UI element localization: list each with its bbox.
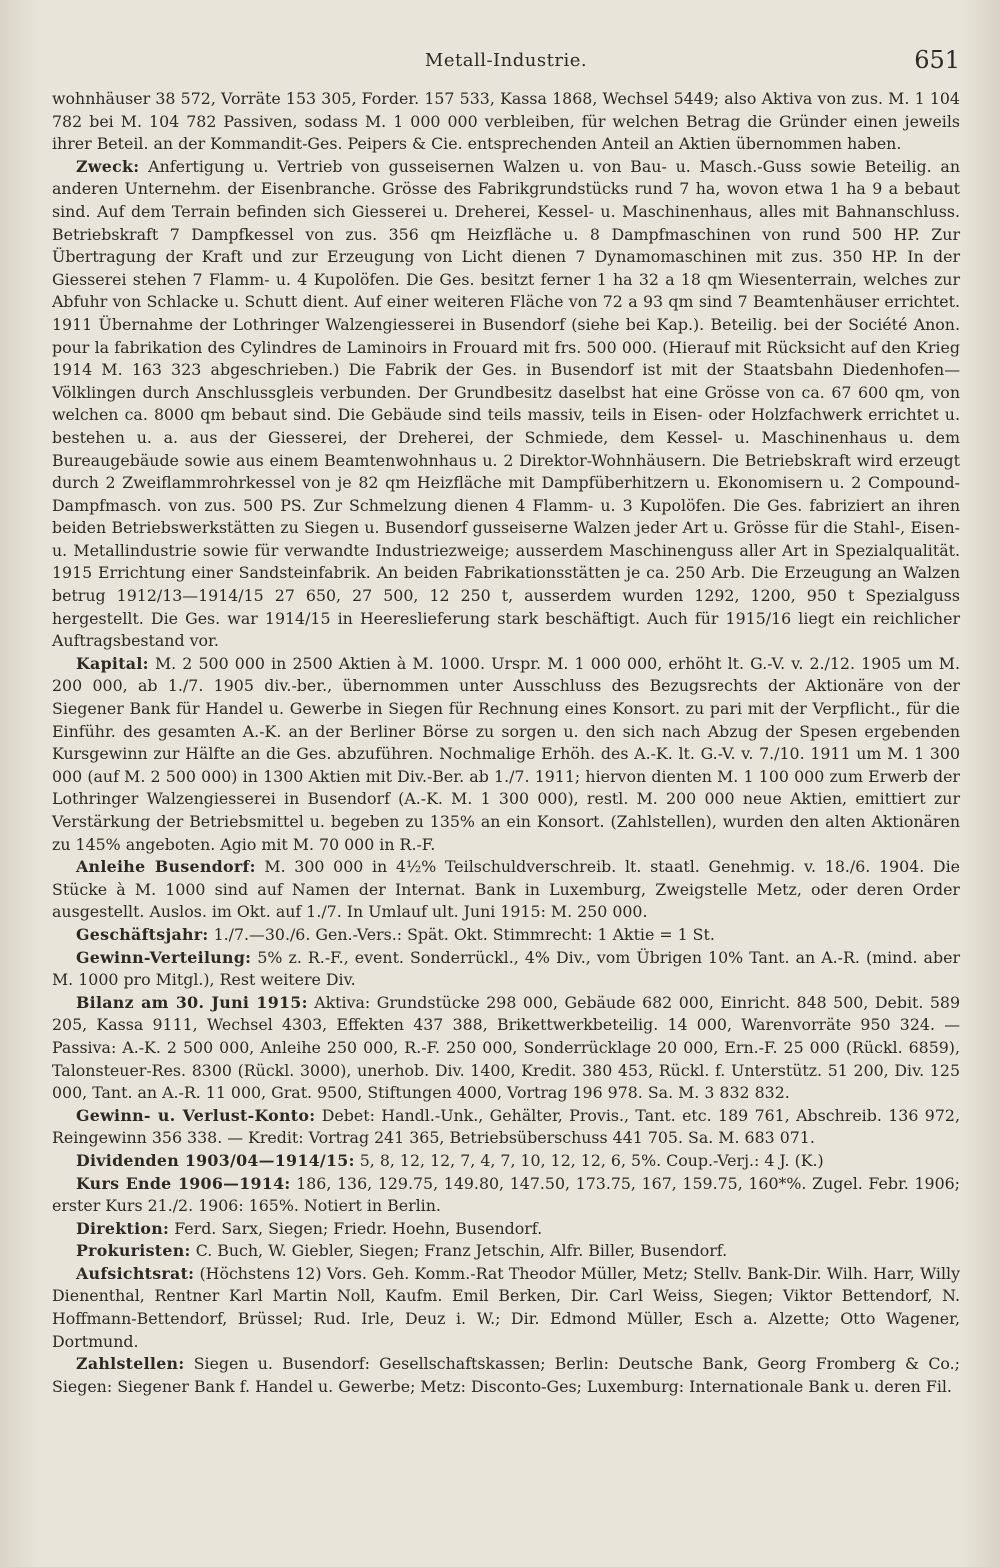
paragraph-anleihe — [52, 856, 960, 924]
paragraph-prokuristen — [52, 1240, 960, 1263]
paragraph-text: (Höchstens 12) Vors. Geh. Komm.-Rat Theodor Müller, Metz; Stellv. Bank-Dir. Wilh. Harr, Willy Dienenthal, Rentner Karl Martin Noll, Kaufm. Emil Berken, Dir. Carl Weiss, Siegen; Viktor Bettendorf, N. Hoffmann-Bettendorf, Brüssel; Rud. Irle, Deuz i. W.; Dir. Edmond Müller, Esch a. Alzette; Otto Wagener, Dortmund. — [52, 1263, 960, 1351]
paragraph-lead: Dividenden 1903/04—1914/15: — [76, 1150, 355, 1170]
paragraph-text: wohnhäuser 38 572, Vorräte 153 305, Forder. 157 533, Kassa 1868, Wechsel 5449; also Aktiva von zus. M. 1 104 782 bei M. 104 782 Passiven, sodass M. 1 000 000 verbleiben, für welchen Betrag die Gründer einen jeweils ihrer Beteil. an der Kommandit-Ges. Peipers & Cie. entsprechenden Anteil an Aktien übernommen haben. — [52, 89, 960, 154]
paragraph-text: Siegen u. Busendorf: Gesellschaftskassen; Berlin: Deutsche Bank, Georg Fromberg & Co.; Siegen: Siegener Bank f. Handel u. Gewerbe; Metz: Disconto-Ges; Luxemburg: Internationale Bank u. deren Fil. — [52, 1354, 960, 1396]
paragraph-geschaeftsjahr — [52, 924, 960, 947]
paragraph-lead: Gewinn-Verteilung: — [76, 947, 252, 967]
paragraph-lead: Zahlstellen: — [76, 1354, 185, 1374]
paragraph-lead: Geschäftsjahr: — [76, 924, 209, 944]
paragraph-lead: Direktion: — [76, 1218, 170, 1238]
paragraph-zweck — [52, 156, 960, 653]
page-number: 651 — [914, 46, 960, 74]
paragraph-lead: Kurs Ende 1906—1914: — [76, 1173, 291, 1193]
paragraph-zahlstellen — [52, 1353, 960, 1398]
paragraph-text: 5, 8, 12, 12, 7, 4, 7, 10, 12, 12, 6, 5%. Coup.-Verj.: 4 J. (K.) — [359, 1150, 824, 1170]
paragraph-text: 5% z. R.-F., event. Sonderrückl., 4% Div., vom Übrigen 10% Tant. an A.-R. (mind. aber M. 1000 pro Mitgl.), Rest weitere Div. — [52, 947, 960, 990]
paragraph-text: Ferd. Sarx, Siegen; Friedr. Hoehn, Busendorf. — [174, 1218, 543, 1238]
paragraph-lead: Bilanz am 30. Juni 1915: — [76, 992, 308, 1012]
paragraph-text: Aktiva: Grundstücke 298 000, Gebäude 682 000, Einricht. 848 500, Debit. 589 205, Kassa 9111, Wechsel 4303, Effekten 437 388, Brikettwerkbeteilig. 14 000, Warenvorräte 950 324. — Passiva: A.-K. 2 500 000, Anleihe 250 000, R.-F. 250 000, Sonderrücklage 20 000, Ern.-F. 25 000 (Rückl. 6859), Talonsteuer-Res. 8300 (Rückl. 3000), unerhob. Div. 1400, Kredit. 380 453, Rückl. f. Unterstütz. 51 200, Div. 125 000, Tant. an A.-R. 11 000, Grat. 9500, Stiftungen 4000, Vortrag 196 978. Sa. M. 3 832 832. — [52, 992, 960, 1103]
paragraph-gewinn-verlust — [52, 1105, 960, 1150]
paragraph-text: Debet: Handl.-Unk., Gehälter, Provis., Tant. etc. 189 761, Abschreib. 136 972, Reingewinn 356 338. — Kredit: Vortrag 241 365, Betriebsüberschuss 441 705. Sa. M. 683 071. — [52, 1105, 960, 1148]
paragraph-text: C. Buch, W. Giebler, Siegen; Franz Jetschin, Alfr. Biller, Busendorf. — [195, 1241, 728, 1261]
body-text — [52, 88, 960, 1398]
running-title: Metall-Industrie. — [424, 50, 588, 71]
paragraph-lead: Kapital: — [76, 653, 149, 673]
page-header — [52, 44, 960, 88]
paragraph-direktion — [52, 1218, 960, 1241]
paragraph-text: 186, 136, 129.75, 149.80, 147.50, 173.75, 167, 159.75, 160*%. Zugel. Febr. 1906; erster Kurs 21./2. 1906: 165%. Notiert in Berlin. — [52, 1173, 960, 1216]
paragraph-text: Anfertigung u. Vertrieb von gusseisernen Walzen u. von Bau- u. Masch.-Guss sowie Beteilig. an anderen Unternehm. der Eisenbranche. Grösse des Fabrikgrundstücks rund 7 ha, wovon etwa 1 ha 9 a bebaut sind. Auf dem Terrain befinden sich Giesserei u. Dreherei, Kessel- u. Maschinenhaus, alles mit Bahnanschluss. Betriebskraft 7 Dampfkessel von zus. 356 qm Heizfläche u. 8 Dampfmaschinen von rund 500 HP. Zur Übertragung der Kraft und zur Erzeugung von Licht dienen 7 Dynamomaschinen mit zus. 350 HP. In der Giesserei stehen 7 Flamm- u. 4 Kupolöfen. Die Ges. besitzt ferner 1 ha 32 a 18 qm Wiesenterrain, welches zur Abfuhr von Schlacke u. Schutt dient. Auf einer weiteren Fläche von 72 a 93 qm sind 7 Beamtenhäuser errichtet. 1911 Übernahme der Lothringer Walzengiesserei in Busendorf (siehe bei Kap.). Beteilig. bei der Société Anon. pour la fabrikation des Cylindres de Laminoirs in Frouard mit frs. 500 000. (Hierauf mit Rücksicht auf den Krieg 1914 M. 163 323 abgeschrieben.) Die Fabrik der Ges. in Busendorf ist mit der Staatsbahn Diedenhofen—Völklingen durch Anschlussgleis verbunden. Der Grundbesitz daselbst hat eine Grösse von ca. 67 600 qm, von welchen ca. 8000 qm bebaut sind. Die Gebäude sind teils massiv, teils in Eisen- oder Holzfachwerk errichtet u. bestehen u. a. aus der Giesserei, der Dreherei, der Schmiede, dem Kessel- u. Maschinenhaus u. dem Bureaugebäude sowie aus einem Beamtenwohnhaus u. 2 Direktor-Wohnhäusern. Die Betriebskraft wird erzeugt durch 2 Zweiflammrohrkessel von je 82 qm Heizfläche mit Dampfüberhitzern u. Ekonomisern u. 2 Compound-Dampfmasch. von zus. 500 PS. Zur Schmelzung dienen 4 Flamm- u. 3 Kupolöfen. Die Ges. fabriziert an ihren beiden Betriebswerkstätten zu Siegen u. Busendorf gusseiserne Walzen jeder Art u. Grösse für die Stahl-, Eisen- u. Metallindustrie sowie für verwandte Industriezweige; ausserdem Maschinenguss aller Art in Spezialqualität. 1915 Errichtung einer Sandsteinfabrik. An beiden Fabrikationsstätten je ca. 250 Arb. Die Erzeugung an Walzen betrug 1912/13—1914/15 27 650, 27 500, 12 250 t, ausserdem wurden 1292, 1200, 950 t Spezialguss hergestellt. Die Ges. war 1914/15 in Heereslieferung stark beschäftigt. Auch für 1915/16 liegt ein reichlicher Auftragsbestand vor. — [52, 156, 960, 651]
paragraph-gewinn-verteilung — [52, 947, 960, 992]
paragraph-lead: Prokuristen: — [76, 1241, 191, 1261]
paragraph-kurs — [52, 1173, 960, 1218]
paragraph-dividenden — [52, 1150, 960, 1173]
paragraph-lead: Aufsichtsrat: — [76, 1263, 195, 1283]
paragraph-lead: Gewinn- u. Verlust-Konto: — [76, 1105, 316, 1125]
paragraph-text: M. 300 000 in 4½% Teilschuldverschreib. lt. staatl. Genehmig. v. 18./6. 1904. Die Stücke à M. 1000 sind auf Namen der Internat. Bank in Luxemburg, Zweigstelle Metz, oder deren Order ausgestellt. Auslos. im Okt. auf 1./7. In Umlauf ult. Juni 1915: M. 250 000. — [52, 857, 960, 922]
paragraph-continuation — [52, 88, 960, 156]
paragraph-aufsichtsrat — [52, 1263, 960, 1353]
paragraph-bilanz — [52, 992, 960, 1105]
paragraph-text: M. 2 500 000 in 2500 Aktien à M. 1000. Urspr. M. 1 000 000, erhöht lt. G.-V. v. 2./12. 1905 um M. 200 000, ab 1./7. 1905 div.-ber., übernommen unter Ausschluss des Bezugsrechts der Aktionäre von der Siegener Bank für Handel u. Gewerbe in Siegen für Rechnung eines Konsort. zu pari mit der Verpflicht., für die Einführ. des gesamten A.-K. an der Berliner Börse zu sorgen u. den sich nach Abzug der Spesen ergebenden Kursgewinn zur Hälfte an die Ges. abzuführen. Nochmalige Erhöh. des A.-K. lt. G.-V. v. 7./10. 1911 um M. 1 300 000 (auf M. 2 500 000) in 1300 Aktien mit Div.-Ber. ab 1./7. 1911; hiervon dienten M. 1 100 000 zum Erwerb der Lothringer Walzengiesserei in Busendorf (A.-K. M. 1 300 000), restl. M. 200 000 neue Aktien, emittiert zur Verstärkung der Betriebsmittel u. begeben zu 135% an ein Konsort. (Zahlstellen), wurden den alten Aktionären zu 145% angeboten. Agio mit M. 70 000 in R.-F. — [52, 653, 960, 854]
paragraph-text: 1./7.—30./6. Gen.-Vers.: Spät. Okt. Stimmrecht: 1 Aktie = 1 St. — [213, 924, 715, 944]
paragraph-lead: Zweck: — [76, 156, 140, 176]
paragraph-lead: Anleihe Busendorf: — [76, 857, 256, 877]
paragraph-kapital — [52, 653, 960, 856]
